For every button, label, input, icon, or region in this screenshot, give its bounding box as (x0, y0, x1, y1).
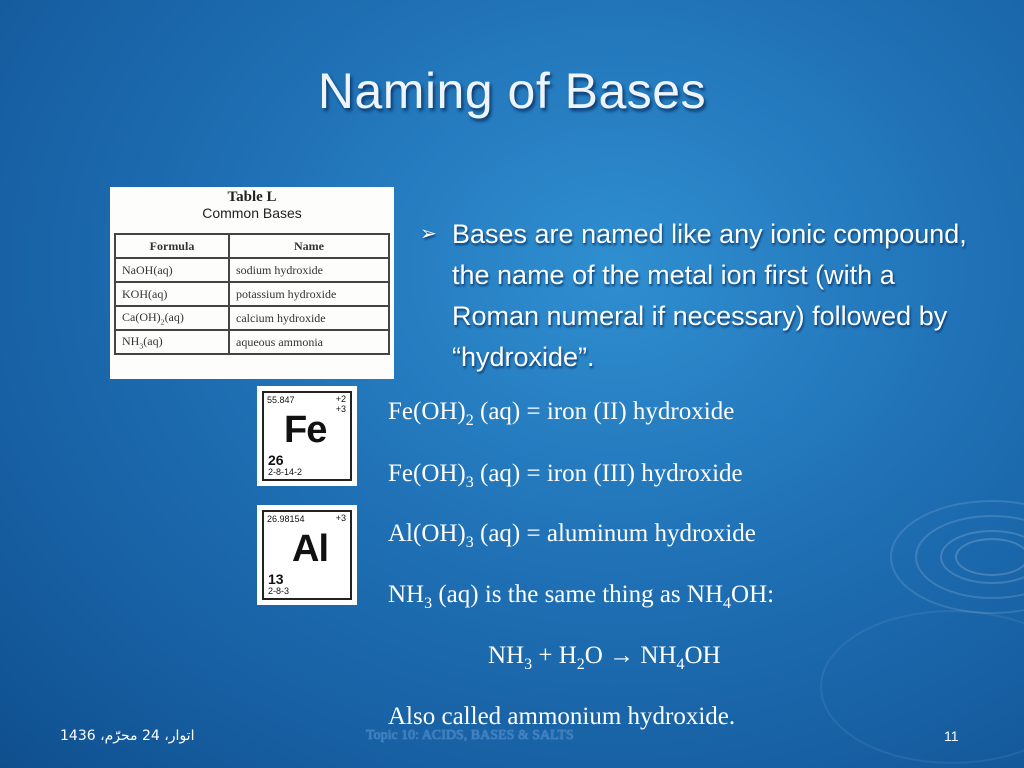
name-cell: sodium hydroxide (229, 258, 389, 282)
slide-number: 11 (944, 728, 959, 744)
equation-ammonia: $NH_3$ (aq) is the same thing as $NH_4OH$: (388, 581, 775, 612)
oxidation-states: +2 +3 (335, 394, 346, 414)
name-cell: potassium hydroxide (229, 282, 389, 306)
oxidation-states: +3 (335, 513, 346, 523)
table-header-row (115, 234, 389, 258)
footer-date: اتوار، 24 محرّم، 1436 (60, 728, 195, 744)
ammonium-hydroxide-note: Also called ammonium hydroxide. (388, 703, 736, 730)
bullet-text: Bases are named like any ionic compound, the name of the metal ion first (with a Roman numeral if necessary) followed by “hydroxide”. (452, 219, 967, 372)
equation-iron-ii: $Fe(OH)_2$ (aq) = iron (II) hydroxide (388, 398, 735, 429)
common-bases-table (114, 233, 390, 355)
equation-iron-iii: $Fe(OH)_3$ (aq) = iron (III) hydroxide (388, 460, 743, 491)
name-header: Name (229, 234, 389, 258)
table-row (115, 330, 389, 354)
atomic-mass: 26.98154 (267, 514, 305, 524)
formula-header: Formula (115, 234, 229, 258)
table-subtitle: Common Bases (202, 205, 302, 221)
common-bases-table-image (110, 187, 394, 379)
equation-aluminum: $Al(OH)_3$ (aq) = aluminum hydroxide (388, 520, 756, 551)
electron-configuration: 2-8-3 (268, 586, 290, 596)
footer-topic: Topic 10: ACIDS, BASES & SALTS (366, 728, 574, 743)
atomic-number: 13 (268, 571, 284, 587)
atomic-mass: 55.847 (267, 395, 295, 405)
formula-cell: $NH_3(aq)$ (115, 330, 229, 354)
element-symbol: Al (292, 528, 328, 570)
table-row (115, 282, 389, 306)
atomic-number: 26 (268, 452, 284, 468)
table-row (115, 258, 389, 282)
slide-title: Naming of Bases (317, 63, 707, 119)
formula-cell: KOH(aq) (115, 282, 229, 306)
electron-configuration: 2-8-14-2 (268, 467, 303, 477)
formula-cell: $Ca(OH)_2(aq)$ (115, 306, 229, 330)
table-row (115, 306, 389, 330)
table-title: Table L (227, 189, 277, 205)
equation-ammonia-reaction: $NH_3 + H_2O \to NH_4OH$ (488, 642, 721, 673)
bullet-point (420, 214, 980, 378)
iron-element-tile (257, 386, 357, 486)
arrow-bullet-icon: ➢ (420, 223, 437, 245)
element-symbol: Fe (284, 409, 327, 451)
aluminum-element-tile (257, 505, 357, 605)
name-cell: aqueous ammonia (229, 330, 389, 354)
name-cell: calcium hydroxide (229, 306, 389, 330)
formula-cell: NaOH(aq) (115, 258, 229, 282)
